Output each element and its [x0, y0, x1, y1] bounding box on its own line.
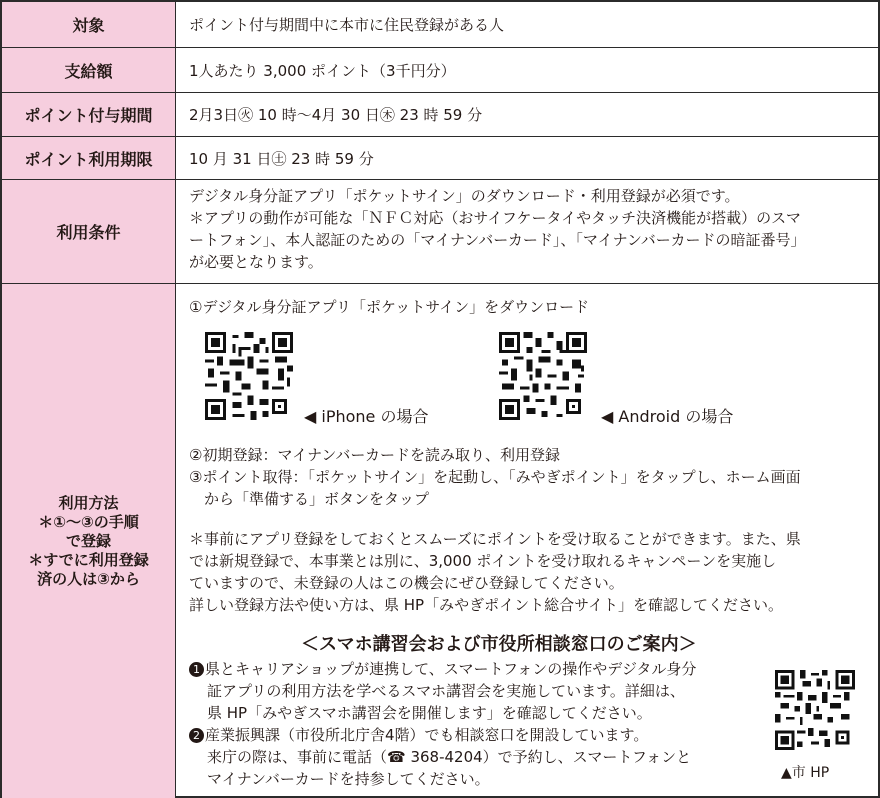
- row-conditions: [2, 180, 878, 284]
- header-use-deadline: ポイント利用期限: [2, 137, 176, 179]
- guide-title: ＜スマホ講習会および市役所相談窓口のご案内＞: [301, 634, 697, 655]
- android-caption: ◀ Android の場合: [601, 407, 734, 426]
- item1-number-mark: 1: [189, 662, 204, 677]
- header-conditions: 利用条件: [2, 180, 176, 283]
- step2-text: ②初期登録：マイナンバーカードを読み取り、利用登録: [189, 446, 561, 464]
- header-method-line: ＊①～③の手順: [38, 512, 139, 531]
- row-use-deadline: [2, 137, 878, 180]
- content-amount: 1人あたり 3,000 ポイント（3千円分）: [189, 61, 456, 80]
- iphone-qr-code[interactable]: [205, 332, 293, 420]
- conditions-line: が必要となります。: [189, 253, 323, 271]
- header-grant-period: ポイント付与期間: [2, 93, 176, 136]
- content-conditions: [177, 180, 878, 283]
- row-amount: [2, 48, 878, 93]
- content-target: ポイント付与期間中に本市に住民登録がある人: [189, 16, 505, 34]
- header-method-line: で登録: [65, 531, 111, 550]
- note-line: 詳しい登録方法や使い方は、県 HP「みやぎポイント総合サイト」を確認してください。: [189, 596, 784, 614]
- step3-text-cont: から「準備する」ボタンをタップ: [189, 490, 430, 508]
- guide-item1-line: 1 県とキャリアショップが連携して、スマートフォンの操作やデジタル身分: [189, 658, 696, 680]
- iphone-caption: ◀ iPhone の場合: [304, 407, 429, 426]
- note-line: ていますので、未登録の人はこの機会にぜひ登録してください。: [189, 574, 624, 592]
- note-line: では新規登録で、本事業とは別に、3,000 ポイントを受け取れるキャンペーンを実施し: [189, 552, 777, 570]
- header-method-line: ＊すでに利用登録: [28, 550, 149, 569]
- row-grant-period: [2, 93, 878, 137]
- guide-item1-line: 証アプリの利用方法を学べるスマホ講習会を実施しています。詳細は、: [207, 682, 685, 700]
- city-hp-qr-code[interactable]: [775, 670, 855, 750]
- item2-number-mark: 2: [189, 728, 204, 743]
- step3-text: ③ポイント取得：「ポケットサイン」を起動し、「みやぎポイント」をタップし、ホーム画面: [189, 468, 801, 486]
- header-target: 対象: [2, 2, 176, 47]
- step1-text: ①デジタル身分証アプリ「ポケットサイン」をダウンロード: [189, 298, 590, 316]
- conditions-line: ートフォン」、本人認証のための「マイナンバーカード」、「マイナンバーカードの暗証番号」: [189, 231, 806, 249]
- header-method-line: 済の人は③から: [37, 569, 140, 588]
- header-method-line: 利用方法: [58, 493, 119, 512]
- row-target: [2, 2, 878, 48]
- row-method: [2, 284, 878, 798]
- content-use-deadline: 10 月 31 日㊏ 23 時 59 分: [189, 149, 374, 168]
- android-qr-code[interactable]: [499, 332, 587, 420]
- city-hp-caption: ▲市 HP: [781, 765, 830, 781]
- conditions-line: デジタル身分証アプリ「ポケットサイン」のダウンロード・利用登録が必須です。: [189, 187, 740, 205]
- conditions-line: ＊アプリの動作が可能な「ＮＦＣ対応（おサイフケータイやタッチ決済機能が搭載）のスマ: [189, 209, 801, 227]
- header-method: [2, 284, 176, 798]
- guide-item1-line: 県 HP「みやぎスマホ講習会を開催します」を確認してください。: [207, 704, 652, 722]
- guide-item2-line: マイナンバーカードを持参してください。: [207, 770, 490, 788]
- header-amount: 支給額: [2, 48, 176, 92]
- note-line: ＊事前にアプリ登録をしておくとスムーズにポイントを受け取ることができます。また、県: [189, 530, 801, 548]
- content-method: [177, 284, 878, 798]
- guide-item2-line: 2 産業振興課（市役所北庁舎4階）でも相談窓口を開設しています。: [189, 724, 648, 746]
- content-grant-period: 2月3日㊋ 10 時～4月 30 日㊍ 23 時 59 分: [189, 106, 483, 124]
- guide-item2-line: 来庁の際は、事前に電話（☎ 368-4204）で予約し、スマートフォンと: [207, 748, 692, 766]
